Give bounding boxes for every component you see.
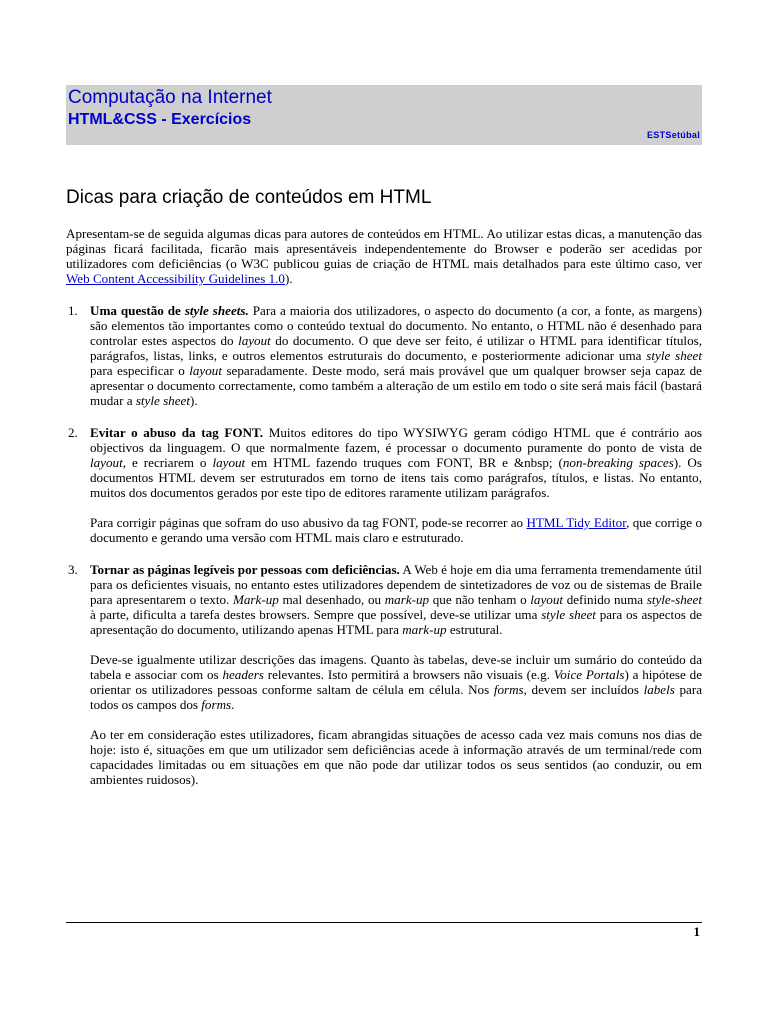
html-tidy-link[interactable]: HTML Tidy Editor: [526, 515, 627, 530]
item-paragraph: Deve-se igualmente utilizar descrições das imagens. Quanto às tabelas, deve-se incluir um sumário do conteúdo da tabela e associar com os headers relevantes. Isto permitirá a browsers não visuais (e.g. Voice Portals) a hipótese de orientar os utilizadores pessoas conforme saltam de célula em célula. Nos forms, devem ser incluídos labels para todos os campos dos forms.: [90, 652, 703, 712]
footer-divider: [66, 922, 702, 923]
list-number: 1.: [68, 303, 78, 318]
course-title: Computação na Internet: [68, 87, 272, 108]
item-paragraph: Uma questão de style sheets. Para a maioria dos utilizadores, o aspecto do documento (a cor, a fonte, as margens) são elementos tão importantes como o conteúdo textual do documento. No entanto, o HTML não é desenhado para controlar estes aspectos do layout do documento. O que deve ser feito, é utilizar o HTML para identificar títulos, parágrafos, listas, links, e outros elementos estruturais do documento, e posteriormente adicionar uma style sheet para especificar o layout separadamente. Deste modo, será mais provável que um qualquer browser seja capaz de apresentar o documento correctamente, como também a alteração de um estilo em todo o site será mais fácil (bastará mudar a style sheet).: [90, 303, 703, 408]
document-header: [66, 85, 702, 145]
list-number: 2.: [68, 425, 78, 440]
list-item-style-sheets: [66, 303, 702, 408]
list-item-font-tag: [66, 425, 702, 545]
item-heading: Tornar as páginas legíveis por pessoas com deficiências.: [90, 562, 400, 577]
item-paragraph: Evitar o abuso da tag FONT. Muitos editores do tipo WYSIWYG geram código HTML que é contrário aos objectivos da linguagem. O que normalmente fazem, é processar o documento puramente do ponto de vista de layout, e recriarem o layout em HTML fazendo truques com FONT, BR e &nbsp; (non-breaking spaces). Os documentos HTML devem ser estruturados em torno de itens tais como parágrafos, títulos, e listas. No entanto, muitos dos documentos gerados por este tipo de editores raramente utilizam parágrafos.: [90, 425, 703, 500]
item-heading: Evitar o abuso da tag FONT.: [90, 425, 264, 440]
intro-paragraph: Apresentam-se de seguida algumas dicas para autores de conteúdos em HTML. Ao utilizar estas dicas, a manutenção das páginas ficará facilitada, ficarão mais apresentáveis independentemente do Browser e poderão ser acedidas por utilizadores com deficiências (o W3C publicou guias de criação de HTML mais detalhados para este último caso, ver Web Content Accessibility Guidelines 1.0).: [66, 226, 702, 286]
item-heading: Uma questão de style sheets.: [90, 303, 249, 318]
page-title: Dicas para criação de conteúdos em HTML: [66, 187, 432, 208]
list-item-accessibility: [66, 562, 702, 787]
institution-label: ESTSetúbal: [646, 130, 700, 140]
item-paragraph: Ao ter em consideração estes utilizadores, ficam abrangidas situações de acesso cada vez mais comuns nos dias de hoje: isto é, situações em que um utilizador sem deficiências acede à informação através de um terminal/rede com capacidades limitadas ou em situações em que não pode dar utilizar todos os seus sentidos (ao conduzir, ou em ambientes ruidosos).: [90, 727, 702, 787]
list-number: 3.: [68, 562, 78, 577]
item-paragraph: Tornar as páginas legíveis por pessoas com deficiências. A Web é hoje em dia uma ferramenta tremendamente útil para os deficientes visuais, no entanto estes utilizadores dependem de sintetizadores de voz ou de sistemas de Braile para apresentarem o texto. Mark-up mal desenhado, ou mark-up que não tenham o layout definido numa style-sheet à parte, dificulta a tarefa destes browsers. Sempre que possível, deve-se utilizar uma style sheet para os aspectos de apresentação do documento, utilizando apenas HTML para mark-up estrutural.: [90, 562, 703, 637]
page-number: 1: [693, 924, 700, 939]
document-subtitle: HTML&CSS - Exercícios: [68, 111, 252, 128]
document-body: [66, 226, 702, 804]
wcag-link[interactable]: Web Content Accessibility Guidelines 1.0: [66, 271, 285, 286]
item-paragraph: Para corrigir páginas que sofram do uso abusivo da tag FONT, pode-se recorrer ao HTML Tidy Editor, que corrige o documento e gerando uma versão com HTML mais claro e estruturado.: [90, 515, 702, 545]
